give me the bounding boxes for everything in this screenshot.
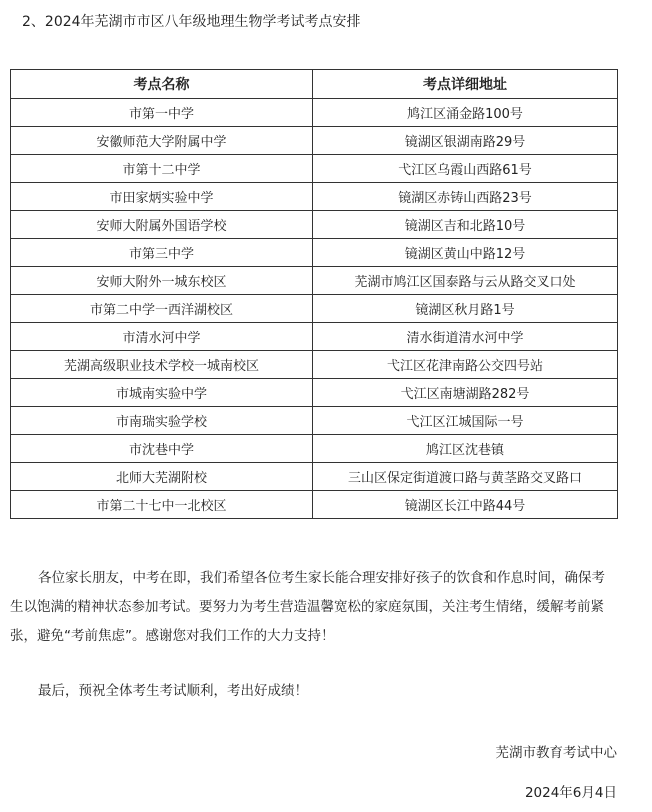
table-row xyxy=(11,99,618,127)
site-name-cell: 市田家炳实验中学 xyxy=(11,183,313,211)
site-address-cell: 鸠江区涌金路100号 xyxy=(313,99,618,127)
page-title: 2、2024年芜湖市市区八年级地理生物学考试考点安排 xyxy=(22,14,361,30)
table-row xyxy=(11,295,618,323)
site-address-cell: 弋江区花津南路公交四号站 xyxy=(313,351,618,379)
table-row xyxy=(11,463,618,491)
issue-date: 2024年6月4日 xyxy=(524,785,617,801)
table-row xyxy=(11,491,618,519)
site-name-cell: 市第二十七中一北校区 xyxy=(11,491,313,519)
site-address-cell: 弋江区江城国际一号 xyxy=(313,407,618,435)
site-name-cell: 安师大附属外国语学校 xyxy=(11,211,313,239)
site-name-cell: 芜湖高级职业技术学校一城南校区 xyxy=(11,351,313,379)
table-row xyxy=(11,239,618,267)
site-name-cell: 市南瑞实验学校 xyxy=(11,407,313,435)
table-row xyxy=(11,407,618,435)
table-row xyxy=(11,267,618,295)
notice-paragraph: 各位家长朋友，中考在即，我们希望各位考生家长能合理安排好孩子的饮食和作息时间，确保考生以饱满的精神状态参加考试。要努力为考生营造温馨宽松的家庭氛围，关注考生情绪，缓解考前紧张，避免“考前焦虑”。感谢您对我们工作的大力支持！ xyxy=(10,570,605,644)
table-header-row xyxy=(11,70,618,99)
site-address-cell: 芜湖市鸠江区国泰路与云从路交叉口处 xyxy=(313,267,618,295)
site-name-cell: 市沈巷中学 xyxy=(11,435,313,463)
table-row xyxy=(11,211,618,239)
table-row xyxy=(11,155,618,183)
site-address-cell: 三山区保定街道渡口路与黄茎路交叉路口 xyxy=(313,463,618,491)
table-row xyxy=(11,127,618,155)
site-name-cell: 市城南实验中学 xyxy=(11,379,313,407)
site-name-cell: 市第二中学一西洋湖校区 xyxy=(11,295,313,323)
site-address-cell: 弋江区乌霞山西路61号 xyxy=(313,155,618,183)
exam-site-table-container xyxy=(10,69,617,519)
exam-site-table xyxy=(10,69,618,519)
site-name-cell: 市第十二中学 xyxy=(11,155,313,183)
table-row xyxy=(11,351,618,379)
wishes-paragraph: 最后，预祝全体考生考试顺利，考出好成绩！ xyxy=(38,683,308,699)
site-address-cell: 镜湖区银湖南路29号 xyxy=(313,127,618,155)
site-address-cell: 弋江区南塘湖路282号 xyxy=(313,379,618,407)
site-address-cell: 镜湖区赤铸山西路23号 xyxy=(313,183,618,211)
site-address-cell: 镜湖区吉和北路10号 xyxy=(313,211,618,239)
header-site-address: 考点详细地址 xyxy=(313,70,618,99)
site-name-cell: 北师大芜湖附校 xyxy=(11,463,313,491)
site-address-cell: 镜湖区长江中路44号 xyxy=(313,491,618,519)
site-name-cell: 安徽师范大学附属中学 xyxy=(11,127,313,155)
site-name-cell: 安师大附外一城东校区 xyxy=(11,267,313,295)
site-address-cell: 鸠江区沈巷镇 xyxy=(313,435,618,463)
site-name-cell: 市第三中学 xyxy=(11,239,313,267)
site-name-cell: 市第一中学 xyxy=(11,99,313,127)
site-name-cell: 市清水河中学 xyxy=(11,323,313,351)
table-row xyxy=(11,435,618,463)
issuer-organization: 芜湖市教育考试中心 xyxy=(495,745,617,761)
site-address-cell: 镜湖区秋月路1号 xyxy=(313,295,618,323)
header-site-name: 考点名称 xyxy=(11,70,313,99)
table-row xyxy=(11,183,618,211)
site-address-cell: 镜湖区黄山中路12号 xyxy=(313,239,618,267)
table-row xyxy=(11,323,618,351)
site-address-cell: 清水街道清水河中学 xyxy=(313,323,618,351)
table-row xyxy=(11,379,618,407)
